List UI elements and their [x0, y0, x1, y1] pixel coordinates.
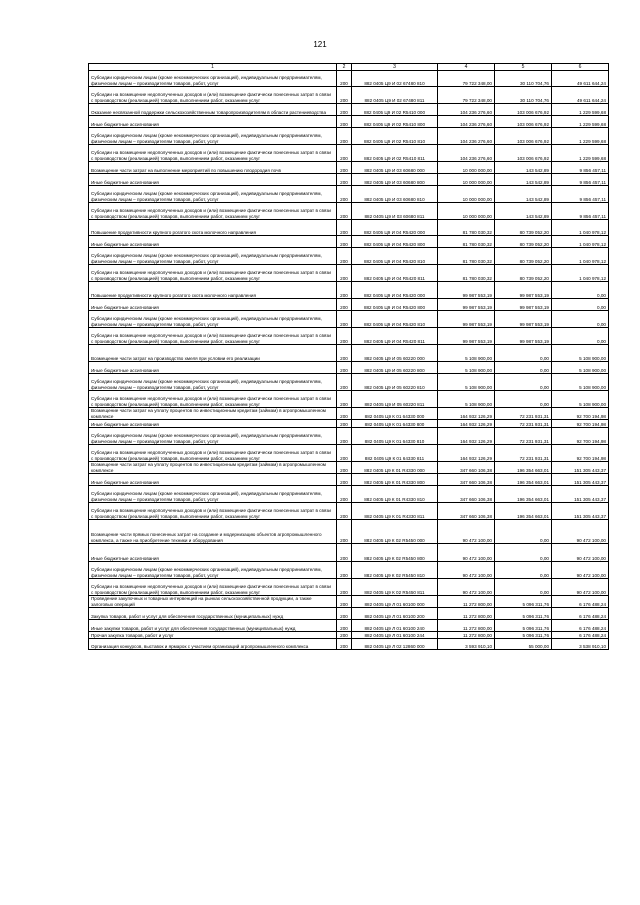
row-remainder-amount-cell: 0,00 [552, 311, 609, 328]
table-row [89, 71, 609, 87]
row-name-cell: Организация конкурсов, выставок и ярмарок с участием организаций агропромышленного комплекса [89, 639, 337, 650]
row-remainder-amount-cell: 3 538 910,10 [552, 639, 609, 650]
row-executed-amount-cell: 196 354 663,01 [495, 474, 552, 486]
row-approved-amount-cell: 164 932 126,29 [438, 428, 495, 445]
row-remainder-amount-cell: 92 700 194,98 [552, 408, 609, 420]
table-row [89, 282, 609, 299]
row-approved-amount-cell: 347 660 106,38 [438, 474, 495, 486]
row-executed-amount-cell: 99 987 553,19 [495, 311, 552, 328]
row-budget-code-cell: 882 0405 Ц9 К 02 R5450 811 [352, 579, 438, 596]
table-row [89, 128, 609, 145]
row-budget-code-cell: 882 0405 Ц9 И 03 60680 810 [352, 186, 438, 203]
table-row [89, 579, 609, 596]
row-remainder-amount-cell: 6 176 488,24 [552, 608, 609, 620]
row-admin-code-cell: 200 [337, 579, 352, 596]
column-header-3: 3 [352, 64, 438, 71]
row-executed-amount-cell: 99 987 553,19 [495, 282, 552, 299]
row-budget-code-cell: 882 0405 Ц9 Л 01 60100 000 [352, 596, 438, 608]
row-admin-code-cell: 200 [337, 486, 352, 503]
row-name-cell: Субсидии юридическим лицам (кроме некоммерческих организаций), индивидуальным предпринимателям, физическим лицам – производителям товаров, работ, услуг [89, 562, 337, 579]
row-approved-amount-cell: 90 472 100,00 [438, 520, 495, 544]
table-row [89, 562, 609, 579]
row-approved-amount-cell: 104 236 276,60 [438, 116, 495, 128]
row-executed-amount-cell: 0,00 [495, 391, 552, 408]
row-executed-amount-cell: 143 542,89 [495, 162, 552, 174]
table-row [89, 544, 609, 562]
table-row [89, 220, 609, 236]
column-header-6: 6 [552, 64, 609, 71]
row-approved-amount-cell: 5 108 900,00 [438, 391, 495, 408]
row-name-cell: Повышение продуктивности крупного рогатого скота молочного направления [89, 282, 337, 299]
table-row [89, 328, 609, 345]
row-budget-code-cell: 882 0405 Ц9 Л 01 60100 200 [352, 608, 438, 620]
row-name-cell: Прочая закупка товаров, работ и услуг [89, 632, 337, 639]
row-remainder-amount-cell: 5 108 900,00 [552, 391, 609, 408]
row-admin-code-cell: 200 [337, 236, 352, 248]
row-budget-code-cell: 882 0405 Ц9 И 02 R5410 810 [352, 128, 438, 145]
row-admin-code-cell: 200 [337, 608, 352, 620]
row-admin-code-cell: 200 [337, 174, 352, 186]
row-approved-amount-cell: 11 272 800,00 [438, 632, 495, 639]
row-approved-amount-cell: 81 780 030,32 [438, 265, 495, 282]
row-admin-code-cell: 200 [337, 639, 352, 650]
budget-table [88, 63, 609, 650]
row-name-cell: Субсидии юридическим лицам (кроме некоммерческих организаций), индивидуальным предпринимателям, физическим лицам – производителям товаров, работ, услуг [89, 128, 337, 145]
row-remainder-amount-cell: 9 856 457,11 [552, 174, 609, 186]
row-approved-amount-cell: 11 272 800,00 [438, 620, 495, 632]
row-admin-code-cell: 200 [337, 345, 352, 362]
row-admin-code-cell: 200 [337, 265, 352, 282]
row-approved-amount-cell: 164 932 126,29 [438, 445, 495, 462]
row-approved-amount-cell: 3 593 910,10 [438, 639, 495, 650]
row-approved-amount-cell: 5 108 900,00 [438, 345, 495, 362]
row-admin-code-cell: 200 [337, 462, 352, 474]
row-name-cell: Субсидии юридическим лицам (кроме некоммерческих организаций), индивидуальным предпринимателям, физическим лицам – производителям товаров, работ, услуг [89, 311, 337, 328]
table-row [89, 145, 609, 162]
row-approved-amount-cell: 10 000 000,00 [438, 162, 495, 174]
row-name-cell: Субсидии юридическим лицам (кроме некоммерческих организаций), индивидуальным предпринимателям, физическим лицам – производителям товаров, работ, услуг [89, 374, 337, 391]
row-remainder-amount-cell: 1 040 978,12 [552, 220, 609, 236]
row-approved-amount-cell: 79 722 348,00 [438, 87, 495, 104]
table-row [89, 596, 609, 608]
row-name-cell: Субсидии на возмещение недополученных доходов и (или) возмещение фактически понесенных затрат в связи с производством (реализацией) товаров, выполнением работ, оказанием услуг [89, 445, 337, 462]
row-remainder-amount-cell: 49 611 644,24 [552, 87, 609, 104]
row-admin-code-cell: 200 [337, 87, 352, 104]
row-approved-amount-cell: 99 987 553,19 [438, 299, 495, 311]
table-row [89, 474, 609, 486]
row-admin-code-cell: 200 [337, 248, 352, 265]
row-budget-code-cell: 882 0405 Ц9 И 05 60220 810 [352, 374, 438, 391]
row-name-cell: Иные бюджетные ассигнования [89, 116, 337, 128]
row-executed-amount-cell: 55 000,00 [495, 639, 552, 650]
row-remainder-amount-cell: 5 108 900,00 [552, 345, 609, 362]
row-name-cell: Субсидии на возмещение недополученных доходов и (или) возмещение фактически понесенных затрат в связи с производством (реализацией) товаров, выполнением работ, оказанием услуг [89, 265, 337, 282]
row-remainder-amount-cell: 92 700 194,98 [552, 420, 609, 428]
row-executed-amount-cell: 72 231 931,31 [495, 445, 552, 462]
table-row [89, 608, 609, 620]
row-executed-amount-cell: 103 006 676,92 [495, 116, 552, 128]
row-budget-code-cell: 882 0405 Ц9 И 04 R5420 810 [352, 311, 438, 328]
row-approved-amount-cell: 11 272 800,00 [438, 608, 495, 620]
row-executed-amount-cell: 196 354 663,01 [495, 503, 552, 520]
row-name-cell: Возмещение части затрат на производство хмеля при условии его реализации [89, 345, 337, 362]
row-budget-code-cell: 882 0405 Ц9 И 04 R5420 800 [352, 299, 438, 311]
row-name-cell: Субсидии на возмещение недополученных доходов и (или) возмещение фактически понесенных затрат в связи с производством (реализацией) товаров, выполнением работ, оказанием услуг [89, 145, 337, 162]
row-approved-amount-cell: 79 722 348,00 [438, 71, 495, 87]
row-budget-code-cell: 882 0405 Ц9 К 02 R5450 810 [352, 562, 438, 579]
row-budget-code-cell: 882 0405 Ц9 И 05 60220 000 [352, 345, 438, 362]
row-executed-amount-cell: 80 739 052,20 [495, 265, 552, 282]
row-remainder-amount-cell: 92 700 194,98 [552, 428, 609, 445]
row-executed-amount-cell: 5 096 311,76 [495, 596, 552, 608]
row-approved-amount-cell: 164 932 126,29 [438, 408, 495, 420]
row-admin-code-cell: 200 [337, 162, 352, 174]
table-row [89, 362, 609, 374]
row-remainder-amount-cell: 6 176 488,24 [552, 620, 609, 632]
row-executed-amount-cell: 103 006 676,92 [495, 145, 552, 162]
row-executed-amount-cell: 99 987 553,19 [495, 328, 552, 345]
row-budget-code-cell: 882 0405 Ц9 И 04 R5420 811 [352, 265, 438, 282]
row-remainder-amount-cell: 5 108 900,00 [552, 374, 609, 391]
row-admin-code-cell: 200 [337, 104, 352, 116]
row-approved-amount-cell: 11 272 800,00 [438, 596, 495, 608]
row-name-cell: Иные закупки товаров, работ и услуг для обеспечения государственных (муниципальных) нужд [89, 620, 337, 632]
row-admin-code-cell: 200 [337, 420, 352, 428]
row-remainder-amount-cell: 0,00 [552, 328, 609, 345]
row-remainder-amount-cell: 49 611 644,24 [552, 71, 609, 87]
row-executed-amount-cell: 143 542,89 [495, 203, 552, 220]
row-admin-code-cell: 200 [337, 544, 352, 562]
row-executed-amount-cell: 5 096 311,76 [495, 632, 552, 639]
row-admin-code-cell: 200 [337, 128, 352, 145]
row-admin-code-cell: 200 [337, 428, 352, 445]
row-admin-code-cell: 200 [337, 311, 352, 328]
row-executed-amount-cell: 80 739 052,20 [495, 248, 552, 265]
row-admin-code-cell: 200 [337, 328, 352, 345]
row-remainder-amount-cell: 1 040 978,12 [552, 248, 609, 265]
row-executed-amount-cell: 0,00 [495, 579, 552, 596]
table-row [89, 87, 609, 104]
row-admin-code-cell: 200 [337, 203, 352, 220]
row-remainder-amount-cell: 151 305 443,37 [552, 486, 609, 503]
row-name-cell: Субсидии на возмещение недополученных доходов и (или) возмещение фактически понесенных затрат в связи с производством (реализацией) товаров, выполнением работ, оказанием услуг [89, 579, 337, 596]
row-name-cell: Субсидии юридическим лицам (кроме некоммерческих организаций), индивидуальным предпринимателям, физическим лицам – производителям товаров, работ, услуг [89, 486, 337, 503]
row-executed-amount-cell: 72 231 931,31 [495, 420, 552, 428]
row-remainder-amount-cell: 1 229 599,68 [552, 104, 609, 116]
row-executed-amount-cell: 0,00 [495, 520, 552, 544]
row-budget-code-cell: 882 0405 Ц9 И 03 60680 800 [352, 174, 438, 186]
row-remainder-amount-cell: 90 472 100,00 [552, 562, 609, 579]
row-budget-code-cell: 882 0405 Ц9 К 02 R5450 800 [352, 544, 438, 562]
row-executed-amount-cell: 30 110 704,76 [495, 71, 552, 87]
row-admin-code-cell: 200 [337, 186, 352, 203]
row-budget-code-cell: 882 0405 Ц9 И 02 R5410 811 [352, 145, 438, 162]
table-row [89, 445, 609, 462]
table-row [89, 462, 609, 474]
row-name-cell: Проведение закупочных и товарных интервенций на рынках сельскохозяйственной продукции, а также залоговых операций [89, 596, 337, 608]
table-row [89, 311, 609, 328]
row-executed-amount-cell: 0,00 [495, 374, 552, 391]
row-budget-code-cell: 882 0405 Ц9 И 04 R5420 000 [352, 282, 438, 299]
table-row [89, 420, 609, 428]
row-name-cell: Иные бюджетные ассигнования [89, 544, 337, 562]
row-remainder-amount-cell: 90 472 100,00 [552, 520, 609, 544]
table-row [89, 162, 609, 174]
row-executed-amount-cell: 196 354 663,01 [495, 486, 552, 503]
column-header-1: 1 [89, 64, 337, 71]
row-budget-code-cell: 882 0405 Ц9 К 01 R4330 800 [352, 474, 438, 486]
row-executed-amount-cell: 103 006 676,92 [495, 128, 552, 145]
row-admin-code-cell: 200 [337, 282, 352, 299]
row-approved-amount-cell: 99 987 553,19 [438, 311, 495, 328]
row-executed-amount-cell: 196 354 663,01 [495, 462, 552, 474]
row-name-cell: Возмещение части прямых понесенных затрат на создание и модернизацию объектов агропромышленного комплекса, а также на приобретение техники и оборудования [89, 520, 337, 544]
row-remainder-amount-cell: 9 856 457,11 [552, 162, 609, 174]
row-admin-code-cell: 200 [337, 620, 352, 632]
row-remainder-amount-cell: 0,00 [552, 282, 609, 299]
row-name-cell: Иные бюджетные ассигнования [89, 174, 337, 186]
row-executed-amount-cell: 0,00 [495, 345, 552, 362]
row-executed-amount-cell: 80 739 052,20 [495, 220, 552, 236]
row-name-cell: Возмещение части затрат на выполнение мероприятий по повышению плодородия почв [89, 162, 337, 174]
row-budget-code-cell: 882 0405 Ц9 Л 02 12860 000 [352, 639, 438, 650]
row-executed-amount-cell: 72 231 931,31 [495, 428, 552, 445]
row-budget-code-cell: 882 0405 Ц9 И 04 R5420 811 [352, 328, 438, 345]
row-executed-amount-cell: 143 542,89 [495, 186, 552, 203]
column-header-4: 4 [438, 64, 495, 71]
table-row [89, 299, 609, 311]
row-approved-amount-cell: 10 000 000,00 [438, 174, 495, 186]
table-row [89, 248, 609, 265]
row-budget-code-cell: 882 0405 Ц9 И 02 67480 810 [352, 71, 438, 87]
row-budget-code-cell: 882 0405 Ц9 И 04 R5420 000 [352, 220, 438, 236]
row-budget-code-cell: 882 0405 Ц9 К 01 64330 811 [352, 445, 438, 462]
row-name-cell: Субсидии на возмещение недополученных доходов и (или) возмещение фактически понесенных затрат в связи с производством (реализацией) товаров, выполнением работ, оказанием услуг [89, 391, 337, 408]
table-row [89, 265, 609, 282]
row-budget-code-cell: 882 0405 Ц9 И 05 60220 811 [352, 391, 438, 408]
table-row [89, 186, 609, 203]
row-budget-code-cell: 882 0405 Ц9 К 01 R4330 000 [352, 462, 438, 474]
row-executed-amount-cell: 5 096 311,76 [495, 620, 552, 632]
row-name-cell: Субсидии юридическим лицам (кроме некоммерческих организаций), индивидуальным предпринимателям, физическим лицам – производителям товаров, работ, услуг [89, 186, 337, 203]
row-executed-amount-cell: 0,00 [495, 562, 552, 579]
row-approved-amount-cell: 81 780 030,32 [438, 236, 495, 248]
row-admin-code-cell: 200 [337, 562, 352, 579]
row-remainder-amount-cell: 1 229 599,68 [552, 145, 609, 162]
table-row [89, 174, 609, 186]
table-row [89, 374, 609, 391]
row-approved-amount-cell: 90 472 100,00 [438, 562, 495, 579]
table-row [89, 236, 609, 248]
row-approved-amount-cell: 99 987 553,19 [438, 282, 495, 299]
row-admin-code-cell: 200 [337, 374, 352, 391]
row-remainder-amount-cell: 151 305 443,37 [552, 462, 609, 474]
row-budget-code-cell: 882 0405 Ц9 И 03 60680 000 [352, 162, 438, 174]
row-name-cell: Повышение продуктивности крупного рогатого скота молочного направления [89, 220, 337, 236]
row-admin-code-cell: 200 [337, 408, 352, 420]
row-admin-code-cell: 200 [337, 71, 352, 87]
table-row [89, 620, 609, 632]
row-admin-code-cell: 200 [337, 116, 352, 128]
row-budget-code-cell: 882 0405 Ц9 К 01 64330 800 [352, 420, 438, 428]
row-approved-amount-cell: 164 932 126,29 [438, 420, 495, 428]
table-row [89, 391, 609, 408]
row-admin-code-cell: 200 [337, 220, 352, 236]
row-approved-amount-cell: 104 236 276,60 [438, 128, 495, 145]
row-admin-code-cell: 200 [337, 391, 352, 408]
row-approved-amount-cell: 90 472 100,00 [438, 544, 495, 562]
table-row [89, 116, 609, 128]
row-remainder-amount-cell: 9 856 457,11 [552, 186, 609, 203]
row-remainder-amount-cell: 90 472 100,00 [552, 544, 609, 562]
row-name-cell: Иные бюджетные ассигнования [89, 236, 337, 248]
table-row [89, 632, 609, 639]
table-row [89, 203, 609, 220]
table-body [89, 71, 609, 650]
row-budget-code-cell: 882 0405 Ц9 И 03 60680 811 [352, 203, 438, 220]
row-admin-code-cell: 200 [337, 503, 352, 520]
table-row [89, 639, 609, 650]
row-name-cell: Субсидии на возмещение недополученных доходов и (или) возмещение фактически понесенных затрат в связи с производством (реализацией) товаров, выполнением работ, оказанием услуг [89, 203, 337, 220]
row-budget-code-cell: 882 0405 Ц9 И 04 R5420 800 [352, 236, 438, 248]
row-approved-amount-cell: 347 660 106,38 [438, 503, 495, 520]
row-admin-code-cell: 200 [337, 474, 352, 486]
row-admin-code-cell: 200 [337, 632, 352, 639]
row-budget-code-cell: 882 0405 Ц9 И 02 R5410 800 [352, 116, 438, 128]
row-name-cell: Субсидии на возмещение недополученных доходов и (или) возмещение фактически понесенных затрат в связи с производством (реализацией) товаров, выполнением работ, оказанием услуг [89, 87, 337, 104]
row-approved-amount-cell: 99 987 553,19 [438, 328, 495, 345]
row-approved-amount-cell: 104 236 276,60 [438, 145, 495, 162]
row-executed-amount-cell: 103 006 676,92 [495, 104, 552, 116]
table-row [89, 104, 609, 116]
row-budget-code-cell: 882 0405 Ц9 К 01 R4330 811 [352, 503, 438, 520]
row-remainder-amount-cell: 1 229 599,68 [552, 116, 609, 128]
row-name-cell: Субсидии юридическим лицам (кроме некоммерческих организаций), индивидуальным предпринимателям, физическим лицам – производителям товаров, работ, услуг [89, 428, 337, 445]
table-header-row [89, 64, 609, 71]
row-remainder-amount-cell: 90 472 100,00 [552, 579, 609, 596]
row-approved-amount-cell: 81 780 030,32 [438, 220, 495, 236]
row-admin-code-cell: 200 [337, 596, 352, 608]
column-header-5: 5 [495, 64, 552, 71]
row-remainder-amount-cell: 0,00 [552, 299, 609, 311]
row-remainder-amount-cell: 92 700 194,98 [552, 445, 609, 462]
table-row [89, 428, 609, 445]
row-admin-code-cell: 200 [337, 520, 352, 544]
row-approved-amount-cell: 104 236 276,60 [438, 104, 495, 116]
row-name-cell: Субсидии юридическим лицам (кроме некоммерческих организаций), индивидуальным предпринимателям, физическим лицам – производителям товаров, работ, услуг [89, 71, 337, 87]
row-admin-code-cell: 200 [337, 145, 352, 162]
row-name-cell: Иные бюджетные ассигнования [89, 474, 337, 486]
row-approved-amount-cell: 10 000 000,00 [438, 203, 495, 220]
row-budget-code-cell: 882 0405 Ц9 И 02 67480 811 [352, 87, 438, 104]
row-remainder-amount-cell: 6 176 488,24 [552, 596, 609, 608]
row-admin-code-cell: 200 [337, 299, 352, 311]
row-approved-amount-cell: 347 660 106,38 [438, 462, 495, 474]
row-approved-amount-cell: 5 108 900,00 [438, 362, 495, 374]
row-remainder-amount-cell: 1 040 978,12 [552, 265, 609, 282]
table-row [89, 486, 609, 503]
row-name-cell: Субсидии на возмещение недополученных доходов и (или) возмещение фактически понесенных затрат в связи с производством (реализацией) товаров, выполнением работ, оказанием услуг [89, 503, 337, 520]
table-row [89, 503, 609, 520]
row-name-cell: Иные бюджетные ассигнования [89, 362, 337, 374]
row-executed-amount-cell: 0,00 [495, 544, 552, 562]
row-budget-code-cell: 882 0405 Ц9 К 01 64330 810 [352, 428, 438, 445]
table-row [89, 408, 609, 420]
row-remainder-amount-cell: 6 176 488,24 [552, 632, 609, 639]
page-number: 121 [313, 40, 327, 49]
row-remainder-amount-cell: 1 040 978,12 [552, 236, 609, 248]
row-name-cell: Иные бюджетные ассигнования [89, 420, 337, 428]
row-approved-amount-cell: 90 472 100,00 [438, 579, 495, 596]
row-name-cell: Оказание несвязанной поддержки сельскохозяйственным товаропроизводителям в области растениеводства [89, 104, 337, 116]
row-budget-code-cell: 882 0405 Ц9 К 02 R5450 000 [352, 520, 438, 544]
row-remainder-amount-cell: 5 108 900,00 [552, 362, 609, 374]
table-row [89, 520, 609, 544]
row-approved-amount-cell: 5 108 900,00 [438, 374, 495, 391]
row-remainder-amount-cell: 151 305 443,37 [552, 474, 609, 486]
row-budget-code-cell: 882 0405 Ц9 И 05 60220 800 [352, 362, 438, 374]
row-budget-code-cell: 882 0405 Ц9 К 01 64330 000 [352, 408, 438, 420]
row-executed-amount-cell: 80 739 052,20 [495, 236, 552, 248]
table-row [89, 345, 609, 362]
row-executed-amount-cell: 30 110 704,76 [495, 87, 552, 104]
row-budget-code-cell: 882 0405 Ц9 Л 01 60100 244 [352, 632, 438, 639]
row-budget-code-cell: 882 0405 Ц9 Л 01 60100 240 [352, 620, 438, 632]
row-approved-amount-cell: 10 000 000,00 [438, 186, 495, 203]
row-remainder-amount-cell: 9 856 457,11 [552, 203, 609, 220]
row-budget-code-cell: 882 0405 Ц9 И 02 R5410 000 [352, 104, 438, 116]
row-remainder-amount-cell: 1 229 599,68 [552, 128, 609, 145]
row-executed-amount-cell: 0,00 [495, 362, 552, 374]
row-approved-amount-cell: 81 780 030,32 [438, 248, 495, 265]
row-executed-amount-cell: 5 096 311,76 [495, 608, 552, 620]
row-executed-amount-cell: 143 542,89 [495, 174, 552, 186]
row-name-cell: Возмещение части затрат на уплату процентов по инвестиционным кредитам (займам) в агропромышленном комплексе [89, 462, 337, 474]
row-admin-code-cell: 200 [337, 445, 352, 462]
row-name-cell: Иные бюджетные ассигнования [89, 299, 337, 311]
row-executed-amount-cell: 72 231 931,31 [495, 408, 552, 420]
column-header-2: 2 [337, 64, 352, 71]
row-admin-code-cell: 200 [337, 362, 352, 374]
row-name-cell: Субсидии юридическим лицам (кроме некоммерческих организаций), индивидуальным предпринимателям, физическим лицам – производителям товаров, работ, услуг [89, 248, 337, 265]
row-name-cell: Закупка товаров, работ и услуг для обеспечения государственных (муниципальных) нужд [89, 608, 337, 620]
row-budget-code-cell: 882 0405 Ц9 И 04 R5420 810 [352, 248, 438, 265]
row-name-cell: Возмещение части затрат на уплату процентов по инвестиционным кредитам (займам) в агропромышленном комплексе [89, 408, 337, 420]
row-remainder-amount-cell: 151 305 443,37 [552, 503, 609, 520]
row-approved-amount-cell: 347 660 106,38 [438, 486, 495, 503]
row-executed-amount-cell: 99 987 553,19 [495, 299, 552, 311]
row-budget-code-cell: 882 0405 Ц9 К 01 R4330 810 [352, 486, 438, 503]
row-name-cell: Субсидии на возмещение недополученных доходов и (или) возмещение фактически понесенных затрат в связи с производством (реализацией) товаров, выполнением работ, оказанием услуг [89, 328, 337, 345]
